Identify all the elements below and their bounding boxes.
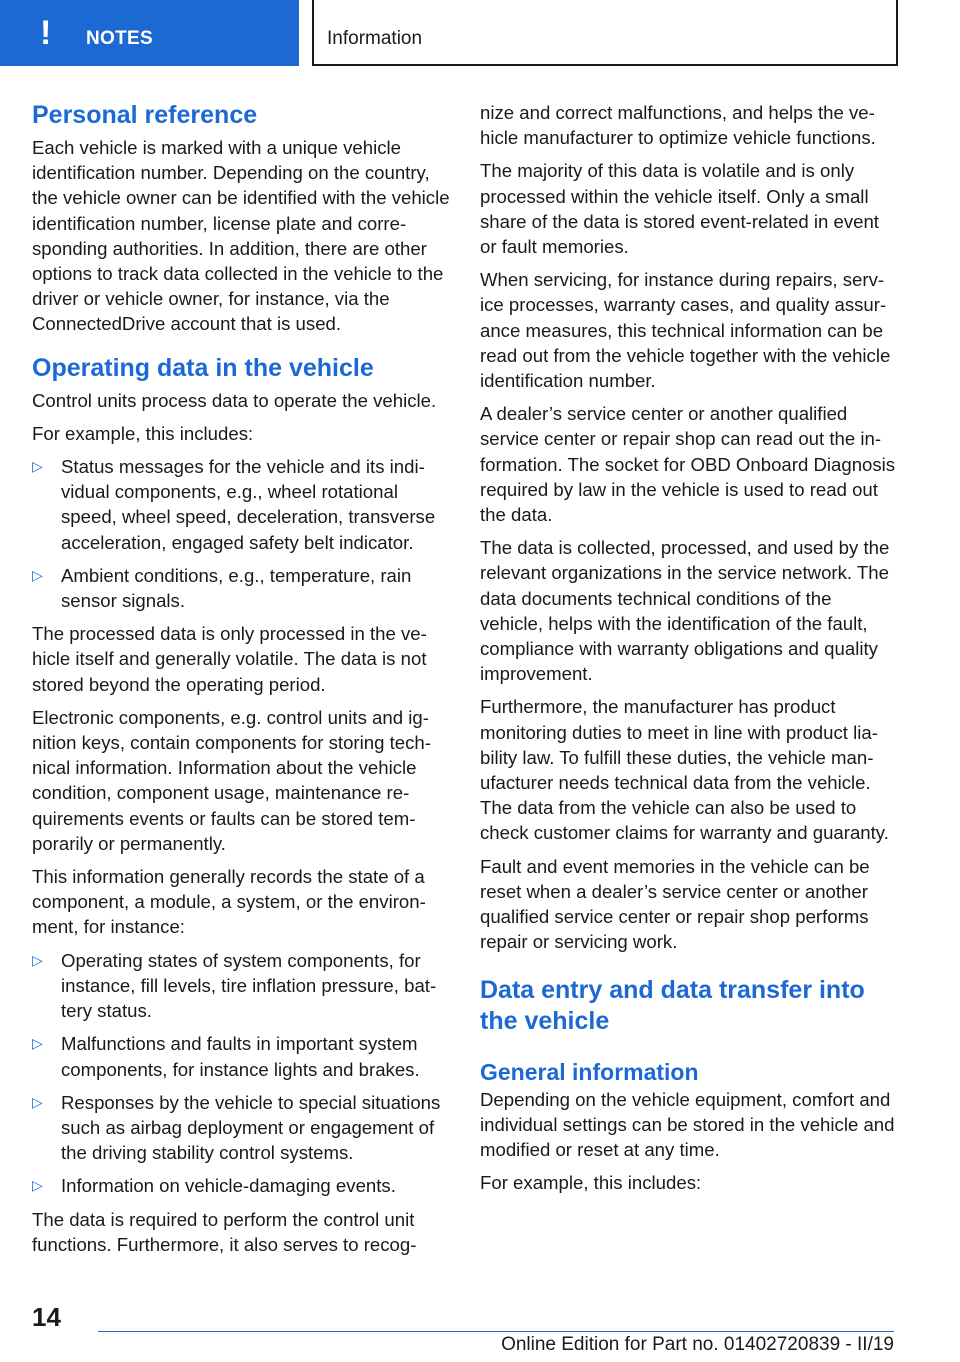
right-column	[480, 100, 896, 1203]
list-item	[32, 1090, 454, 1166]
bullet-list	[32, 454, 454, 613]
paragraph: When servicing, for instance during repairs, service processes, warranty cases, and quality assurance measures, this technical information can be read out from the vehicle together with the vehicle identification number.	[480, 269, 891, 392]
triangle-right-icon: ▷	[32, 1035, 43, 1052]
list-item-text: Responses by the vehicle to special situations such as airbag deployment or engagement of the driving stability control systems.	[61, 1091, 441, 1164]
page-number: 14	[32, 1302, 61, 1332]
header-section	[312, 0, 898, 66]
heading-general-information: General information	[480, 1058, 699, 1085]
heading-data-entry: Data entry and data transfer into the vehicle	[480, 975, 865, 1035]
paragraph: Fault and event memories in the vehicle can be reset when a dealer’s service center or another qualified service center or repair shop performs repair or servicing work.	[480, 855, 870, 953]
list-item	[32, 948, 454, 1024]
list-item-text: Malfunctions and faults in important system components, for instance lights and brakes.	[61, 1033, 420, 1080]
list-item	[32, 1173, 454, 1198]
bullet-list	[32, 948, 454, 1199]
paragraph: A dealer’s service center or another qualified service center or repair shop can read out the information. The socket for OBD Onboard Diagnosis required by law in the vehicle is used to read out the data.	[480, 403, 896, 526]
paragraph: Control units process data to operate the vehicle.	[32, 389, 437, 411]
heading-operating-data: Operating data in the vehicle	[32, 353, 374, 382]
paragraph: The majority of this data is volatile and is only processed within the vehicle itself. Only a small share of the data is stored event-related in event or fault memories.	[480, 160, 879, 258]
header-tab-notes	[0, 0, 299, 66]
paragraph: nize and correct malfunctions, and helps the vehicle manufacturer to optimize vehicle functions.	[480, 102, 876, 149]
paragraph: The data is collected, processed, and used by the relevant organizations in the service network. The data documents technical conditions of the vehicle, helps with the identification of the fault, compliance with warranty obligations and quality improvement.	[480, 537, 890, 685]
triangle-right-icon: ▷	[32, 1177, 43, 1194]
triangle-right-icon: ▷	[32, 951, 43, 968]
paragraph: This information generally records the state of a component, a module, a system, or the environment, for instance:	[32, 866, 426, 938]
list-item-text: Operating states of system components, for instance, fill levels, tire inflation pressure, battery status.	[61, 949, 437, 1022]
header-tab-label: NOTES	[86, 28, 153, 49]
exclamation-icon: !	[40, 14, 52, 52]
paragraph: The data is required to perform the control unit functions. Furthermore, it also serves to recog-	[32, 1208, 417, 1255]
paragraph: For example, this includes:	[32, 422, 254, 444]
paragraph: Furthermore, the manufacturer has product monitoring duties to meet in line with product liability law. To fulfill these duties, the vehicle manufacturer needs technical data from the vehicle. The data from the vehicle can also be used to check customer claims for warranty and guaranty.	[480, 696, 889, 844]
triangle-right-icon: ▷	[32, 1093, 43, 1110]
list-item-text: Information on vehicle-damaging events.	[61, 1175, 396, 1197]
paragraph: Each vehicle is marked with a unique vehicle identification number. Depending on the country, the vehicle owner can be identified with the vehicle identification number, license plate and corresponding authorities. In addition, there are other options to track data collected in the vehicle to the driver or vehicle owner, for instance, via the ConnectedDrive account that is used.	[32, 137, 450, 335]
footer-edition: Online Edition for Part no. 01402720839 - II/19	[501, 1334, 894, 1355]
list-item	[32, 563, 454, 613]
left-column	[32, 100, 454, 1265]
list-item	[32, 1031, 454, 1081]
list-item-text: Status messages for the vehicle and its individual components, e.g., wheel rotational speed, wheel speed, deceleration, transverse acceleration, engaged safety belt indicator.	[61, 456, 436, 553]
list-item-text: Ambient conditions, e.g., temperature, rain sensor signals.	[61, 564, 412, 612]
heading-personal-reference: Personal reference	[32, 101, 258, 129]
paragraph: Depending on the vehicle equipment, comfort and individual settings can be stored in the vehicle and modified or reset at any time.	[480, 1088, 895, 1160]
footer-divider	[98, 1331, 894, 1332]
triangle-right-icon: ▷	[32, 458, 43, 475]
paragraph: The processed data is only processed in the vehicle itself and generally volatile. The data is not stored beyond the operating period.	[32, 623, 427, 695]
triangle-right-icon: ▷	[32, 566, 43, 583]
paragraph: For example, this includes:	[480, 1172, 702, 1194]
header-section-label: Information	[327, 28, 423, 49]
list-item	[32, 454, 454, 555]
paragraph: Electronic components, e.g. control units and ignition keys, contain components for storing technical information. Information about the vehicle condition, component usage, maintenance requirements events or faults can be stored temporarily or permanently.	[32, 706, 431, 854]
